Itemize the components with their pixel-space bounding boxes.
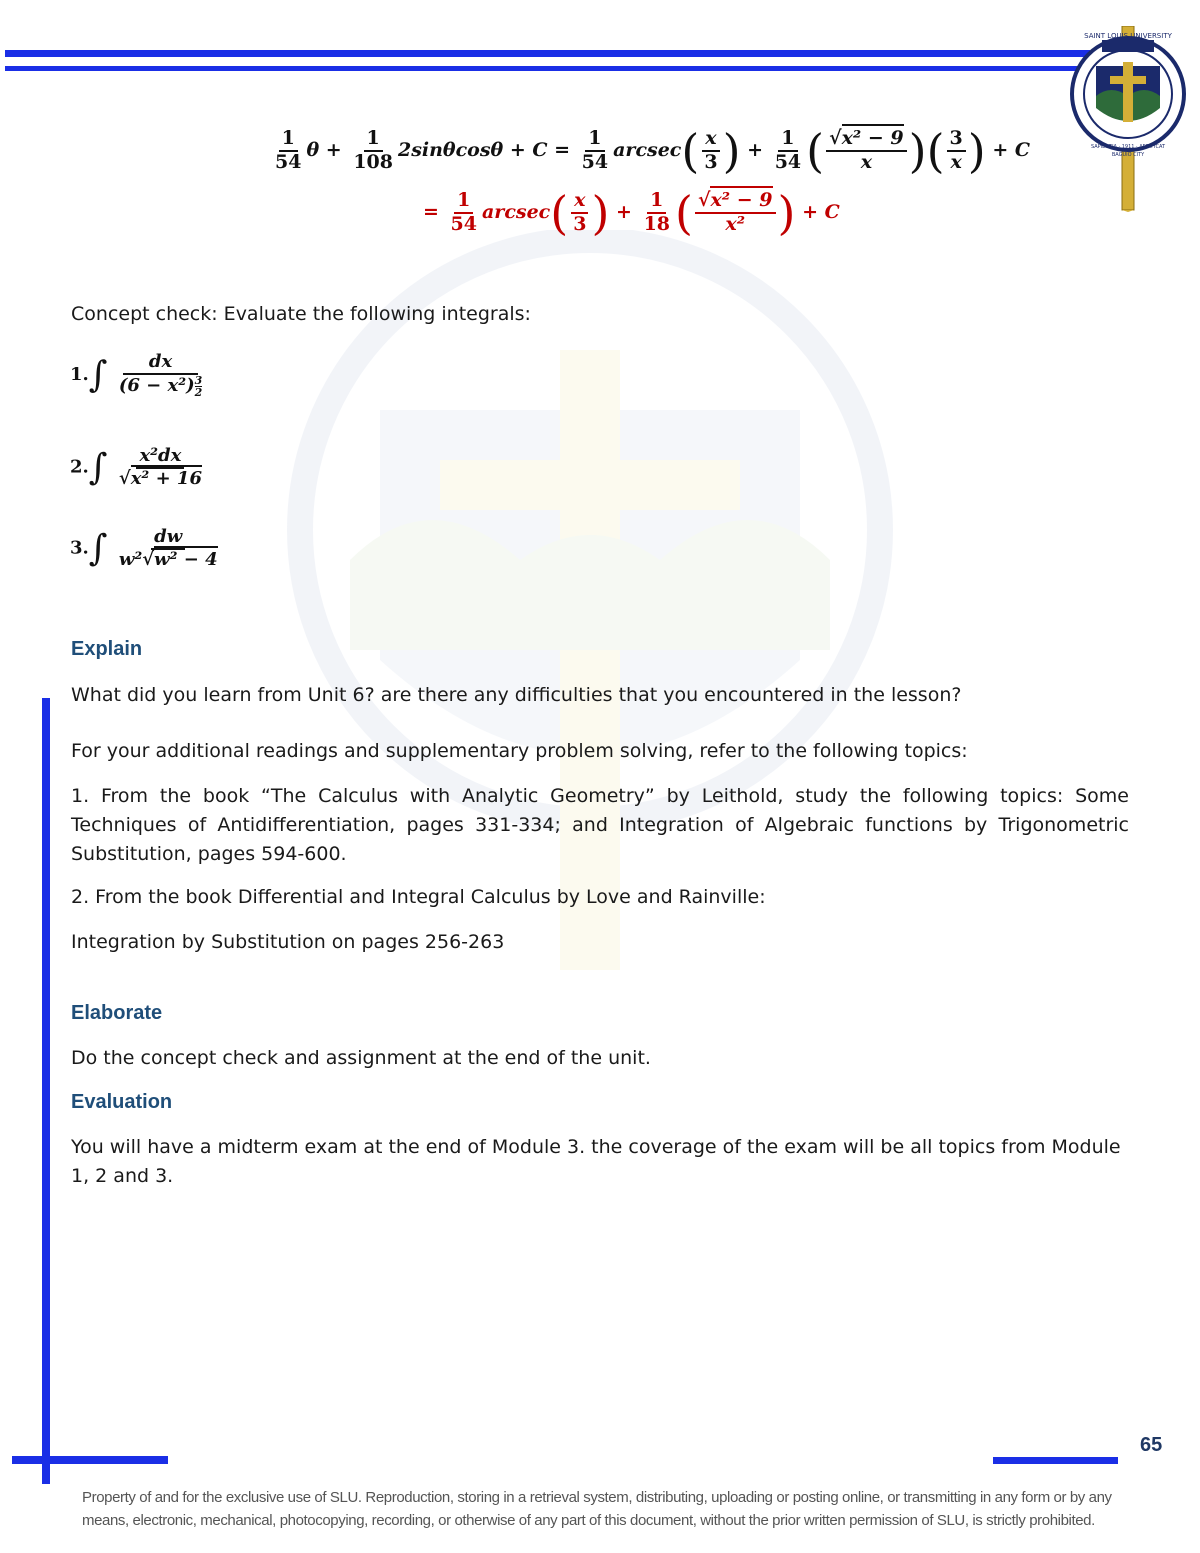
- equation-line-2: = $\frac{1}{54}$ arcsec( $\frac{x}{3}$ ) + $\frac{1}{18}$ ( $\frac{\text{√x² − 9}}{\text{x²}}$ ) + C: [423, 186, 840, 240]
- arcsec: arcsec: [482, 201, 551, 223]
- integral-item-2: 2.∫ $\frac{\text{x²dx}}{\text{√x² + 16}}$: [70, 445, 202, 489]
- fraction-denominator: 3: [573, 213, 587, 235]
- integrand-denominator: (6 − x²): [118, 374, 195, 396]
- fraction-denominator: x²: [725, 213, 746, 235]
- integrand-numerator: x²dx: [136, 446, 184, 469]
- trig-expression: 2sinθcosθ: [397, 139, 504, 161]
- readings-intro: For your additional readings and supplementary problem solving, refer to the following topics:: [71, 740, 968, 762]
- item-label: 2.: [70, 456, 89, 478]
- elaborate-heading: Elaborate: [71, 1002, 163, 1024]
- elaborate-text: Do the concept check and assignment at the end of the unit.: [71, 1047, 651, 1069]
- fraction-denominator: 108: [353, 151, 393, 173]
- fraction-numerator: 1: [585, 128, 604, 152]
- integrand-denominator: w² − 4: [154, 546, 218, 570]
- theta: θ: [306, 139, 320, 161]
- fraction-numerator: 1: [778, 128, 797, 152]
- fraction-denominator: 54: [275, 151, 302, 173]
- reading-item-2: 2. From the book Differential and Integral Calculus by Love and Rainville:: [71, 886, 766, 908]
- fraction-denominator: x: [860, 151, 873, 173]
- integrand-denominator: x² + 16: [131, 465, 202, 489]
- arcsec: arcsec: [613, 139, 682, 161]
- logo-ring-text: SAINT LOUIS UNIVERSITY: [1084, 32, 1172, 40]
- university-seal-logo: [1066, 26, 1190, 212]
- integral-sign: ∫: [88, 354, 108, 396]
- evaluation-heading: Evaluation: [71, 1091, 173, 1113]
- integrand-numerator: dx: [123, 352, 198, 375]
- integral-item-1: [70, 352, 207, 398]
- watermark-seal: [230, 230, 950, 990]
- item-label: 1.: [70, 363, 89, 385]
- exponent-denominator: 2: [194, 385, 203, 399]
- left-margin-rule: [42, 698, 50, 1484]
- integral-sign: ∫: [88, 447, 108, 489]
- concept-check-intro: Concept check: Evaluate the following integrals:: [71, 303, 531, 325]
- page-number: 65: [1140, 1434, 1163, 1456]
- evaluation-text: You will have a midterm exam at the end of Module 3. the coverage of the exam will be all topics from Module 1, 2 and 3.: [71, 1136, 1121, 1187]
- fraction-denominator: 54: [581, 151, 609, 173]
- footer-disclaimer: Property of and for the exclusive use of SLU. Reproduction, storing in a retrieval system, distributing, uploading or posting online, or transmitting in any form or by any means, electronic, mechanical, photocopying, recording, or otherwise of any part of this document, without the prior written permission of SLU, is strictly prohibited.: [82, 1489, 1112, 1529]
- logo-ring-bottom: SAPIENTIA · 1911 · AEDIFICAT: [1090, 144, 1166, 150]
- plus-c: + C: [992, 139, 1031, 161]
- item-label: 3.: [70, 537, 89, 559]
- header-rule-bottom: [5, 66, 1090, 71]
- plus-c: + C: [802, 201, 840, 223]
- sqrt-expression: x² − 9: [842, 124, 904, 149]
- fraction-denominator: 54: [450, 213, 477, 235]
- reading-item-1: 1. From the book “The Calculus with Analytic Geometry” by Leithold, study the following topics: Some Techniques of Antidifferentiation, pages 331-334; and Integration of Algebraic functions by Trigonometric Substitution, pages 594-600.: [71, 785, 1129, 865]
- fraction-denominator: x: [950, 151, 962, 173]
- fraction-numerator: 1: [279, 128, 298, 152]
- fraction-numerator: 1: [364, 128, 383, 152]
- fraction-denominator: 3: [704, 151, 718, 173]
- reading-item-2-detail: Integration by Substitution on pages 256-263: [71, 931, 505, 953]
- denominator-prefix: w²: [118, 548, 143, 570]
- bottom-left-rule: [12, 1456, 168, 1464]
- fraction-numerator: 1: [454, 190, 473, 214]
- plus-c-equals: + C =: [509, 139, 571, 161]
- fraction-numerator: 3: [947, 128, 966, 152]
- explain-heading: Explain: [71, 638, 143, 660]
- fraction-denominator: 54: [774, 151, 802, 173]
- fraction-numerator: 1: [647, 190, 666, 214]
- exponent-numerator: 3: [194, 373, 203, 387]
- bottom-right-rule: [993, 1457, 1118, 1464]
- fraction-numerator: x: [571, 190, 588, 214]
- header-rule-top: [5, 50, 1090, 57]
- sqrt-expression: x² − 9: [710, 186, 772, 211]
- explain-question: What did you learn from Unit 6? are there any difficulties that you encountered in the lesson?: [71, 684, 962, 706]
- integral-sign: ∫: [88, 528, 108, 570]
- integrand-numerator: dw: [151, 527, 185, 550]
- equals: =: [423, 201, 439, 223]
- fraction-denominator: 18: [643, 213, 671, 235]
- logo-city: BAGUIO CITY: [1111, 152, 1145, 158]
- plus: +: [616, 201, 632, 223]
- equation-line-1: $\frac{1}{54}$ θ + $\frac{1}{108}$ 2sinθcosθ + C = $\frac{1}{54}$ arcsec( $\frac{x}{3}$ ) + $\frac{1}{54}$ ( $\frac{\text{√x² − 9}}{x}$ )( $\frac{3}{x}$ ) + C: [270, 128, 1030, 174]
- fraction-numerator: x: [702, 128, 719, 152]
- integral-item-3: 3.∫ $\frac{dw}{\text{w²√w² − 4}}$: [70, 526, 218, 570]
- plus: +: [325, 139, 342, 161]
